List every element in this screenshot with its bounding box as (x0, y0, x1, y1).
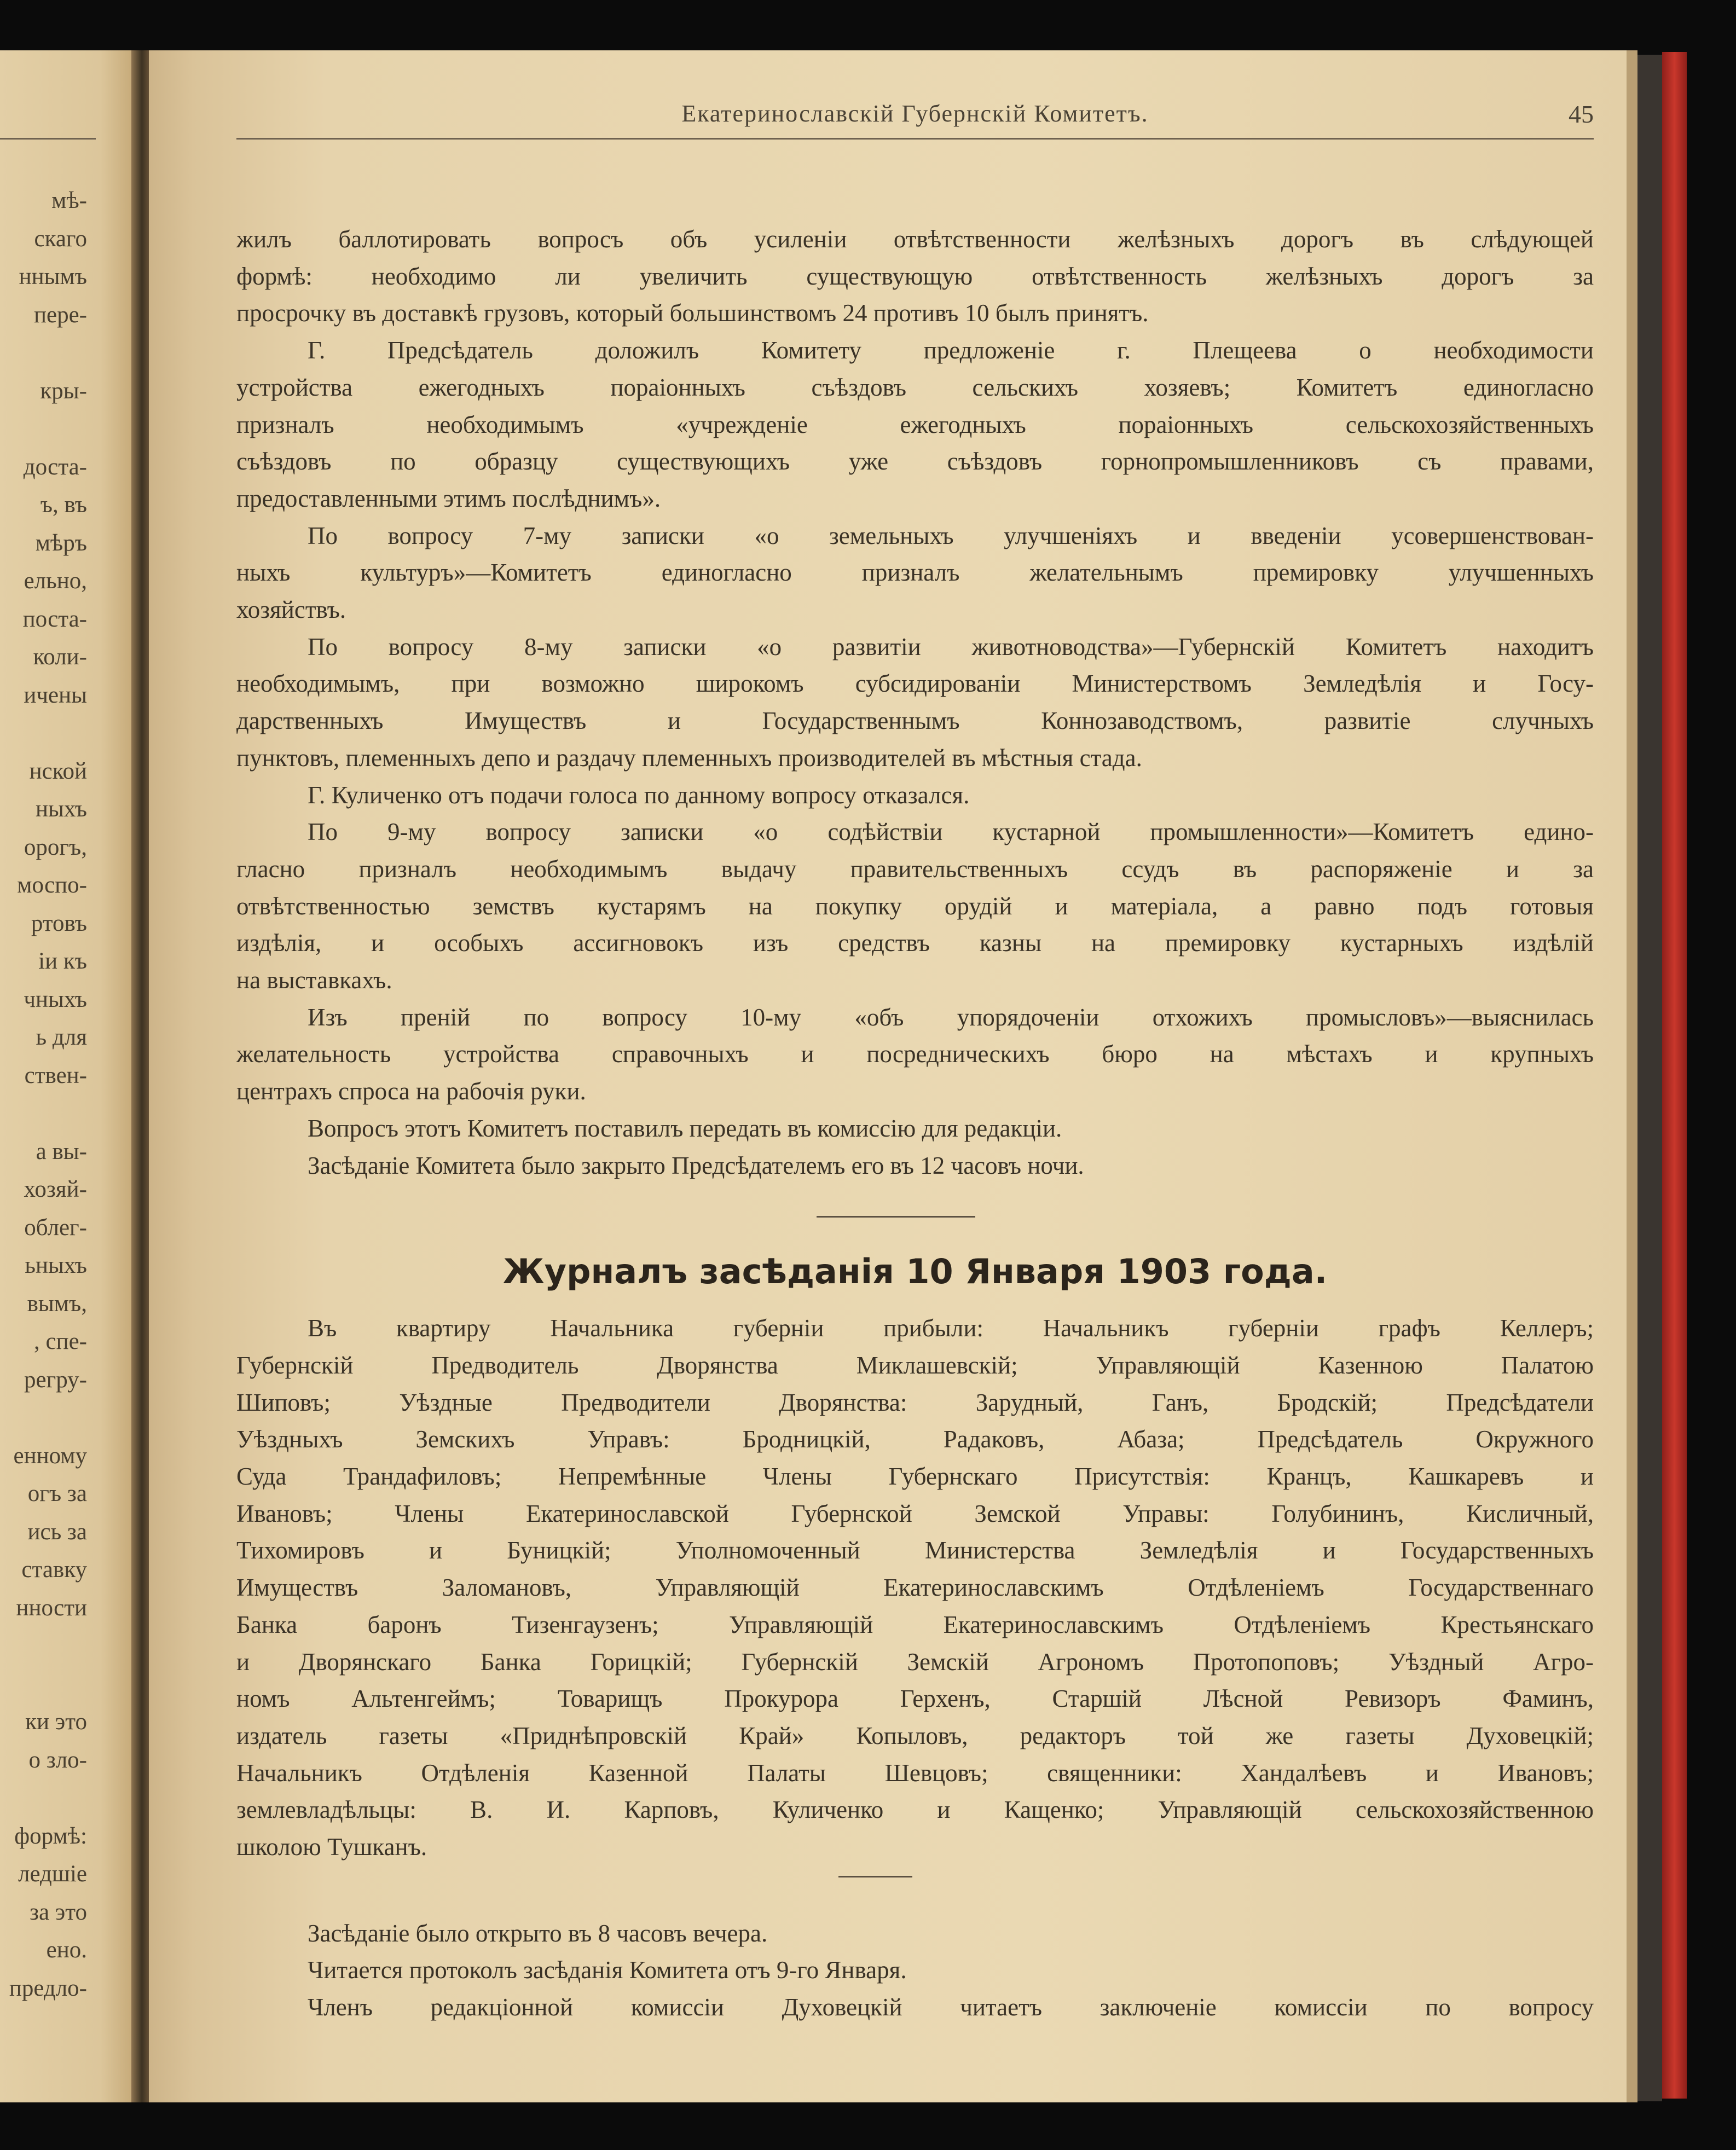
facing-page-fragment: облег- (24, 1214, 87, 1241)
paragraph-line: призналъ необходимымъ «учрежденіе ежегодныхъ пораіонныхъ сельскохозяйственныхъ (236, 410, 1594, 438)
section-separator-rule (817, 1216, 975, 1218)
facing-page-fragment: , спе- (33, 1329, 87, 1354)
paragraph-line: устройства ежегодныхъ пораіонныхъ съѣздовъ сельскихъ хозяевъ; Комитетъ единогласно (236, 373, 1594, 401)
book-page (149, 50, 1627, 2102)
facing-page-fragment: огъ за (27, 1481, 87, 1506)
paragraph-line: съѣздовъ по образцу существующихъ уже съѣздовъ горнопромышленниковъ съ правами, (236, 448, 1594, 476)
facing-page-fragment: ено. (46, 1937, 87, 1963)
attendance-line: школою Тушканъ. (236, 1833, 427, 1861)
attendance-line: Банка баронъ Тизенгаузенъ; Управляющій Екатеринославскимъ Отдѣленіемъ Крестьянскаго (236, 1610, 1594, 1638)
facing-page-fragment: енному (13, 1442, 87, 1469)
facing-page-fragment: ствен- (24, 1062, 87, 1088)
paragraph-line: хозяйствъ. (236, 596, 346, 623)
attendance-line: Въ квартиру Начальника губерніи прибыли: Начальникъ губерніи графъ Келлеръ; (308, 1314, 1594, 1342)
paragraph-line: отвѣтственностью земствъ кустарямъ на покупку орудій и матеріала, а равно подъ готовыя (236, 892, 1594, 920)
attendance-line: Губернскій Предводитель Дворянства Миклашевскій; Управляющій Казенною Палатою (236, 1351, 1594, 1379)
facing-page-fragment: ставку (21, 1557, 87, 1583)
facing-page-fragment: скаго (34, 225, 87, 252)
paragraph-line: Вопросъ этотъ Комитетъ поставилъ передать въ комиссію для редакціи. (308, 1114, 1062, 1142)
facing-page-fragment: ки это (25, 1709, 87, 1735)
facing-page-left (0, 50, 143, 2102)
facing-page-fragment: мѣръ (35, 530, 87, 556)
paragraph-line: Г. Куличенко отъ подачи голоса по данному вопросу отказался. (308, 781, 970, 809)
facing-page-fragment: вымъ, (27, 1290, 87, 1317)
facing-page-fragment: ннымъ (19, 264, 87, 289)
paragraph-line: Изъ преній по вопросу 10-му «объ упорядоченіи отхожихъ промысловъ»—выяснилась (308, 1003, 1594, 1031)
facing-page-fragment: нской (29, 758, 87, 784)
attendance-line: номъ Альтенгеймъ; Товарищъ Прокурора Герхенъ, Старшій Лѣсной Ревизоръ Фаминъ, (236, 1685, 1594, 1713)
paragraph-line: предоставленными этимъ послѣднимъ». (236, 484, 661, 512)
page-header (236, 100, 1594, 138)
attendance-line: Шиповъ; Уѣздные Предводители Дворянства: Зарудный, Ганъ, Бродскій; Предсѣдатели (236, 1388, 1594, 1416)
facing-page-fragment: орогъ, (24, 834, 87, 860)
facing-page-fragment: доста- (23, 454, 87, 480)
page-edges (1627, 50, 1637, 2102)
facing-page-fragment: мѣ- (51, 188, 87, 213)
attendance-line: Уѣздныхъ Земскихъ Управъ: Бродницкій, Радаковъ, Абаза; Предсѣдатель Окружного (236, 1425, 1594, 1453)
paragraph-line: необходимымъ, при возможно широкомъ субсидированіи Министерствомъ Земледѣлія и Госу- (236, 670, 1594, 698)
paragraph-line: желательность устройства справочныхъ и посредническихъ бюро на мѣстахъ и крупныхъ (236, 1040, 1594, 1068)
facing-page-fragment: коли- (33, 644, 87, 670)
facing-page-fragment: іи къ (38, 948, 87, 974)
facing-page-fragment: ртовъ (31, 910, 87, 936)
paragraph-line: гласно призналъ необходимымъ выдачу правительственныхъ ссудъ въ распоряженіе и за (236, 855, 1594, 883)
paragraph-line: жилъ баллотировать вопросъ объ усиленіи отвѣтственности желѣзныхъ дорогъ въ слѣдующей (236, 225, 1594, 253)
facing-page-fragment: о зло- (28, 1747, 87, 1773)
facing-page-fragment: нности (16, 1595, 87, 1621)
facing-page-fragment: пере- (33, 302, 87, 328)
page-edges-dark (1637, 55, 1662, 2101)
paragraph-line: центрахъ спроса на рабочія руки. (236, 1077, 586, 1105)
facing-page-fragment: предло- (9, 1975, 87, 2001)
facing-page-fragment: ледшіе (18, 1861, 87, 1887)
facing-page-fragment: а вы- (36, 1138, 87, 1164)
attendance-line: Начальникъ Отдѣленія Казенной Палаты Шевцовъ; священники: Хандалѣевъ и Ивановъ; (236, 1759, 1594, 1787)
facing-page-fragment: ись за (27, 1519, 87, 1545)
paragraph-line: просрочку въ доставкѣ грузовъ, который большинствомъ 24 противъ 10 былъ принятъ. (236, 299, 1149, 327)
facing-page-header-rule (0, 138, 96, 140)
running-head: Екатеринославскій Губернскій Комитетъ. (681, 100, 1149, 127)
paragraph-line: По вопросу 8-му записки «о развитіи животноводства»—Губернскій Комитетъ находитъ (308, 633, 1594, 660)
facing-page-fragment: ь для (36, 1024, 87, 1050)
attendance-line: Суда Трандафиловъ; Непремѣнные Члены Губернскаго Присутствія: Кранцъ, Кашкаревъ и (236, 1463, 1594, 1490)
facing-page-fragment: кры- (40, 378, 87, 404)
attendance-line: Ивановъ; Члены Екатеринославской Губернской Земской Управы: Голубининъ, Кисличный, (236, 1499, 1594, 1527)
red-book-cover (1662, 52, 1687, 2099)
attendance-line: издатель газеты «Приднѣпровскій Край» Копыловъ, редакторъ той же газеты Духовецкій; (236, 1722, 1594, 1749)
facing-page-fragment: чныхъ (24, 986, 87, 1012)
facing-page-fragment: регру- (24, 1366, 87, 1393)
facing-page-fragment: моспо- (17, 872, 87, 898)
facing-page-fragment: ичены (24, 682, 87, 708)
facing-page-fragment: ьныхъ (25, 1253, 87, 1278)
paragraph-line: Г. Предсѣдатель доложилъ Комитету предложеніе г. Плещеева о необходимости (308, 337, 1594, 364)
paragraph-line: По 9-му вопросу записки «о содѣйствіи кустарной промышленности»—Комитетъ едино- (308, 818, 1594, 846)
header-rule (236, 138, 1594, 140)
closing-line: Засѣданіе было открыто въ 8 часовъ вечера. (308, 1919, 768, 1947)
closing-line: Членъ редакціонной комиссіи Духовецкій читаетъ заключеніе комиссіи по вопросу (308, 1993, 1594, 2021)
attendance-line: землевладѣльцы: В. И. Карповъ, Куличенко и Кащенко; Управляющій сельскохозяйственною (236, 1796, 1594, 1824)
paragraph-line: пунктовъ, племенныхъ депо и раздачу племенныхъ производителей въ мѣстныя стада. (236, 744, 1142, 772)
paragraph-line: дарственныхъ Имуществъ и Государственнымъ Коннозаводствомъ, развитіе случныхъ (236, 707, 1594, 735)
attendance-line: и Дворянскаго Банка Горицкій; Губернскій Земскій Агрономъ Протопоповъ; Уѣздный Агро- (236, 1648, 1594, 1676)
paragraph-line: на выставкахъ. (236, 966, 392, 994)
section-title: Журналъ засѣданія 10 Января 1903 года. (502, 1251, 1328, 1292)
paragraph-line: формѣ: необходимо ли увеличить существующую отвѣтственность желѣзныхъ дорогъ за (236, 262, 1594, 290)
paragraph-line: ныхъ культуръ»—Комитетъ единогласно призналъ желательнымъ премировку улучшенныхъ (236, 559, 1594, 587)
paragraph-line: издѣлія, и особыхъ ассигновокъ изъ средствъ казны на премировку кустарныхъ издѣлій (236, 929, 1594, 957)
short-separator-rule (838, 1876, 912, 1877)
page-number: 45 (1569, 100, 1594, 128)
facing-page-fragment: поста- (22, 606, 87, 632)
paragraph-line: Засѣданіе Комитета было закрыто Предсѣдателемъ его въ 12 часовъ ночи. (308, 1151, 1084, 1179)
paragraph-line: По вопросу 7-му записки «о земельныхъ улучшеніяхъ и введеніи усовершенствован- (308, 521, 1594, 549)
facing-page-fragment: формѣ: (14, 1823, 87, 1849)
closing-line: Читается протоколъ засѣданія Комитета отъ 9-го Января. (308, 1956, 907, 1984)
attendance-line: Тихомировъ и Буницкій; Уполномоченный Министерства Земледѣлія и Государственныхъ (236, 1537, 1594, 1564)
facing-page-fragment: ельно, (24, 568, 87, 594)
attendance-line: Имуществъ Заломановъ, Управляющій Екатеринославскимъ Отдѣленіемъ Государственнаго (236, 1574, 1594, 1602)
facing-page-fragment: ныхъ (36, 796, 87, 822)
facing-page-fragment: за это (29, 1899, 87, 1925)
facing-page-fragment: хозяй- (24, 1177, 87, 1202)
facing-page-fragment: ъ, въ (40, 492, 87, 518)
